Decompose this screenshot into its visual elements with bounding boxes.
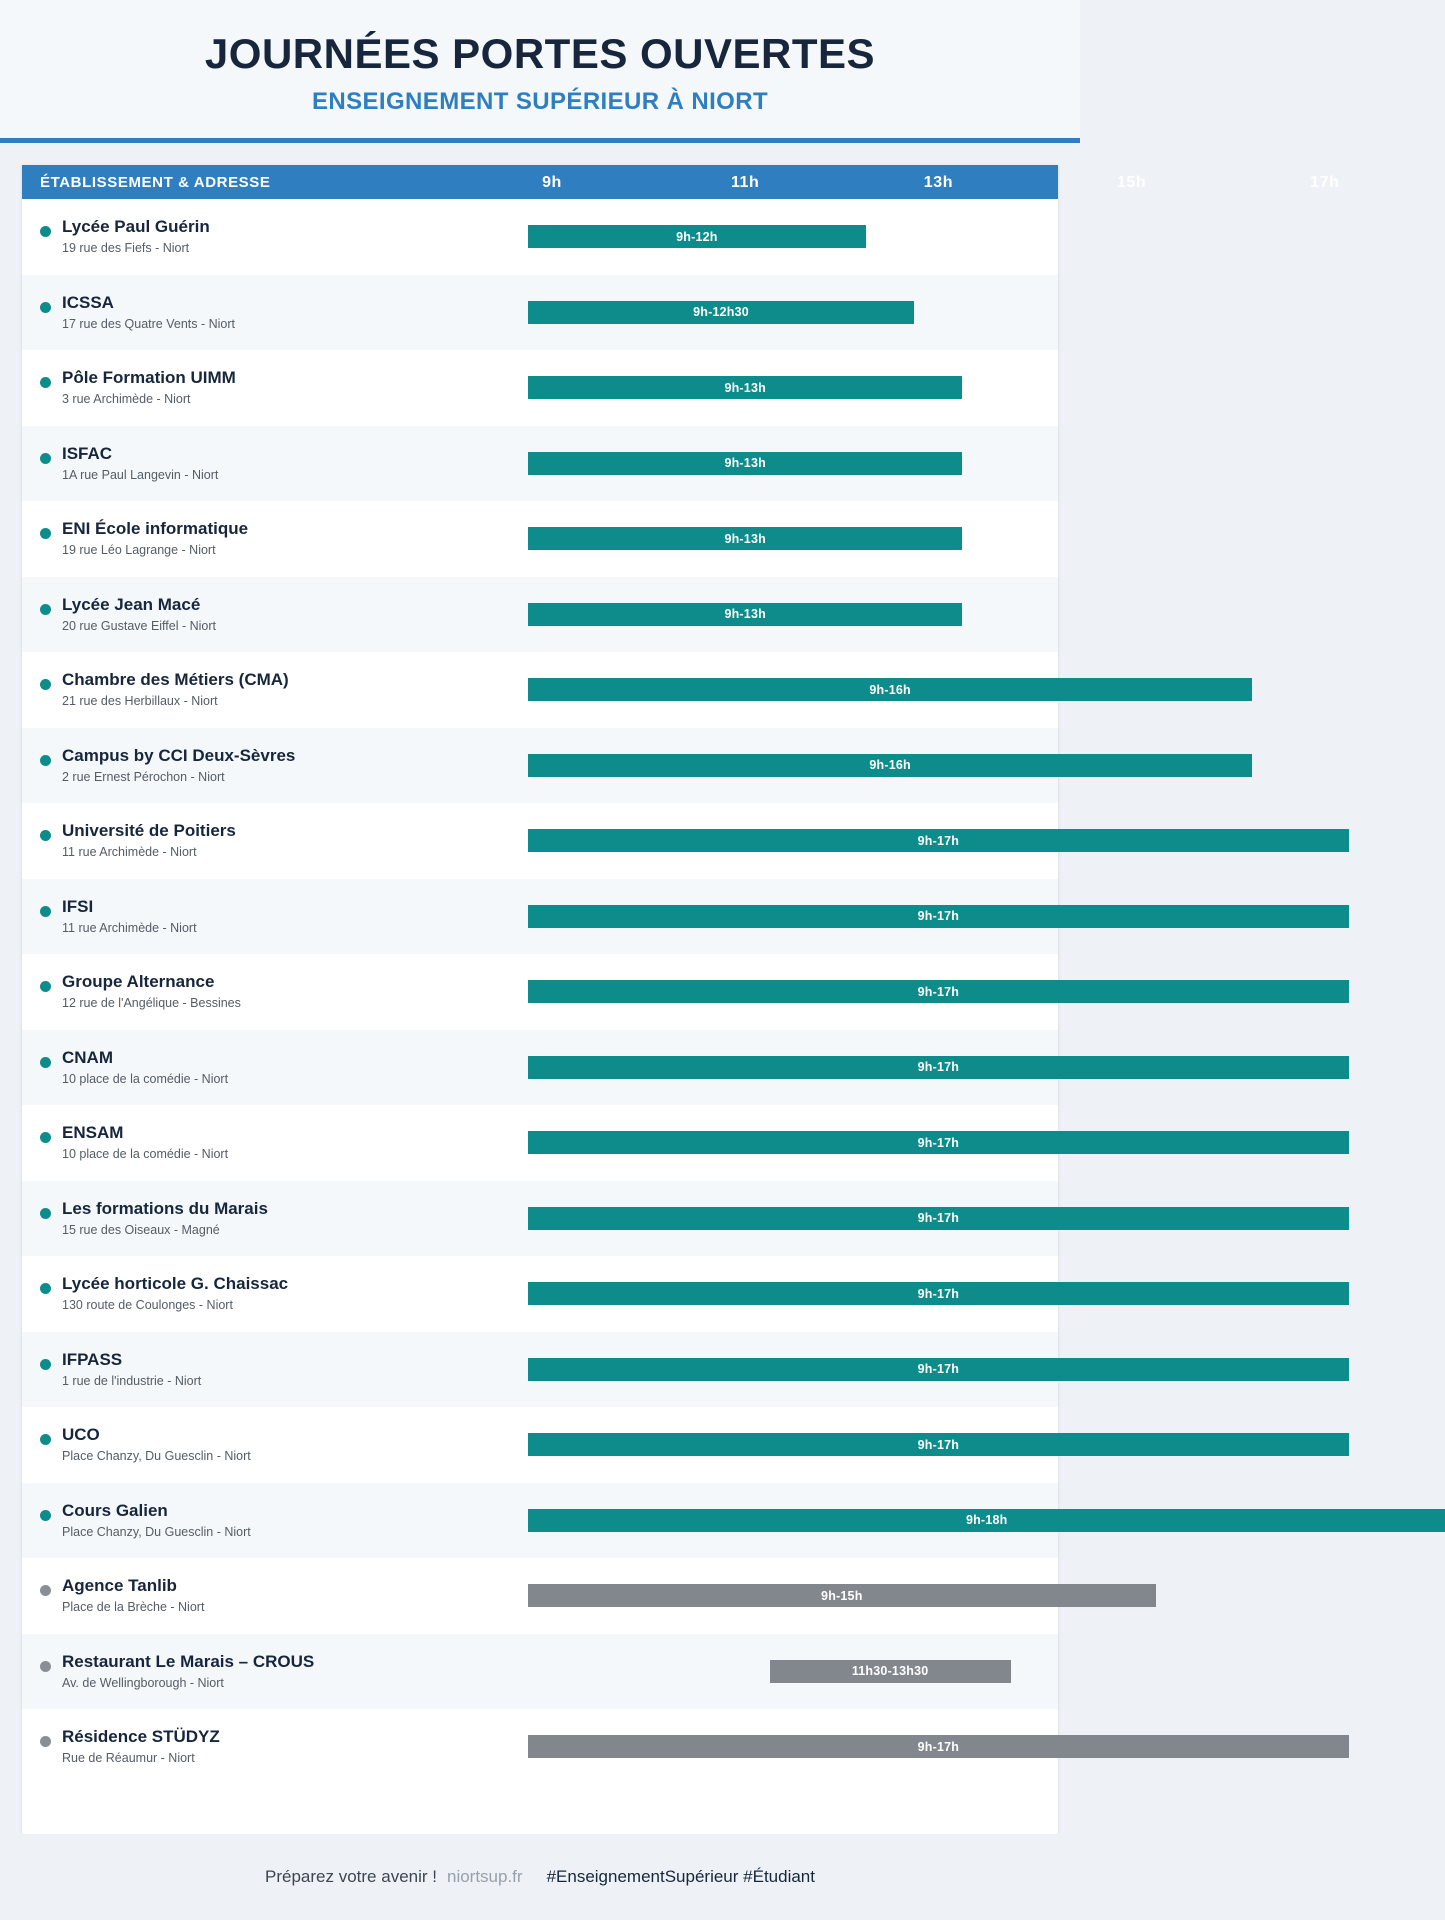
table-row[interactable]: [22, 1105, 1058, 1181]
establishment-address: 11 rue Archimède - Niort: [62, 920, 197, 935]
establishment-name: ICSSA: [62, 292, 114, 312]
table-row[interactable]: [22, 1483, 1058, 1559]
establishment-name: Les formations du Marais: [62, 1198, 268, 1218]
establishment-name: Agence Tanlib: [62, 1576, 177, 1595]
establishment-name: UCO: [62, 1425, 100, 1444]
axis-tick-9h: 9h: [542, 174, 562, 191]
establishment-name: Résidence STÜDYZ: [62, 1727, 220, 1746]
table-row[interactable]: [22, 577, 1058, 653]
establishment-name: CNAM: [62, 1047, 113, 1067]
table-row[interactable]: [22, 803, 1058, 879]
schedule-bar: 9h-13h: [528, 603, 962, 626]
bar-track: [22, 879, 1058, 955]
establishment-name: IFPASS: [62, 1349, 123, 1369]
establishment-address: 2 rue Ernest Pérochon - Niort: [62, 769, 225, 784]
schedule-bar: 9h-17h: [528, 1358, 1349, 1381]
establishment-name: IFSI: [62, 896, 94, 916]
table-row[interactable]: [22, 275, 1058, 351]
footer-text: Préparez votre avenir !: [265, 1867, 437, 1886]
bar-track: [22, 1332, 1058, 1408]
table-row[interactable]: [22, 501, 1058, 577]
axis-tick-15h: 15h: [1116, 174, 1147, 191]
table-row[interactable]: [22, 1030, 1058, 1106]
establishment-name: Restaurant Le Marais – CROUS: [62, 1651, 315, 1671]
establishment-address: 10 place de la comédie - Niort: [62, 1071, 229, 1086]
bar-track: [22, 275, 1058, 351]
establishment-name: Chambre des Métiers (CMA): [62, 670, 289, 689]
establishment-address: 130 route de Coulonges - Niort: [62, 1298, 233, 1312]
bar-track: [22, 1634, 1058, 1710]
axis-tick-17h: 17h: [1310, 174, 1340, 191]
schedule-card: [22, 165, 1340, 1834]
bar-track: [22, 728, 1058, 804]
schedule-rows: [22, 199, 1058, 1785]
page-subtitle: ENSEIGNEMENT SUPÉRIEUR À NIORT: [311, 88, 769, 115]
establishment-name: Lycée Paul Guérin: [62, 217, 210, 236]
establishment-address: 19 rue des Fiefs - Niort: [62, 241, 190, 255]
table-row[interactable]: [22, 1181, 1058, 1257]
establishment-address: 12 rue de l'Angélique - Bessines: [62, 996, 241, 1010]
establishment-address: Place de la Brèche - Niort: [62, 1600, 205, 1614]
bar-track: [22, 199, 1058, 275]
establishment-address: 1 rue de l'industrie - Niort: [62, 1373, 202, 1388]
table-row[interactable]: [22, 1709, 1058, 1785]
schedule-bar: 9h-13h: [528, 376, 962, 399]
establishment-name: Lycée Jean Macé: [62, 594, 201, 614]
column-header-establishment: ÉTABLISSEMENT & ADRESSE: [40, 174, 271, 191]
establishment-address: 17 rue des Quatre Vents - Niort: [62, 316, 236, 331]
axis-tick-11h: 11h: [730, 174, 760, 191]
table-row[interactable]: [22, 728, 1058, 804]
bar-track: [22, 1407, 1058, 1483]
table-row[interactable]: [22, 652, 1058, 728]
schedule-bar: 9h-17h: [528, 1433, 1349, 1456]
schedule-bar: 9h-17h: [528, 980, 1349, 1003]
establishment-name: ISFAC: [62, 443, 113, 463]
bar-track: [22, 501, 1058, 577]
schedule-bar: 9h-12h: [528, 225, 866, 248]
table-row[interactable]: [22, 1256, 1058, 1332]
establishment-address: 19 rue Léo Lagrange - Niort: [62, 543, 216, 557]
establishment-name: Campus by CCI Deux-Sèvres: [62, 745, 296, 765]
establishment-name: Université de Poitiers: [62, 821, 236, 840]
table-row[interactable]: [22, 350, 1058, 426]
table-row[interactable]: [22, 954, 1058, 1030]
schedule-bar: 9h-17h: [528, 1207, 1349, 1230]
establishment-name: Pôle Formation UIMM: [62, 368, 236, 387]
table-row[interactable]: [22, 1558, 1058, 1634]
poster-header: [0, 0, 1080, 143]
schedule-bar: 9h-16h: [528, 754, 1252, 777]
bar-track: [22, 1709, 1058, 1785]
schedule-bar: 9h-13h: [528, 452, 962, 475]
establishment-name: Groupe Alternance: [62, 972, 215, 991]
bar-track: [22, 1030, 1058, 1106]
bar-track: [22, 1256, 1058, 1332]
table-row[interactable]: [22, 1407, 1058, 1483]
establishment-name: ENI École informatique: [62, 519, 249, 538]
establishment-address: 1A rue Paul Langevin - Niort: [62, 467, 219, 482]
establishment-address: 11 rue Archimède - Niort: [62, 845, 197, 859]
establishment-address: Rue de Réaumur - Niort: [62, 1751, 195, 1765]
establishment-address: 3 rue Archimède - Niort: [62, 392, 191, 406]
bar-track: [22, 350, 1058, 426]
table-row[interactable]: [22, 199, 1058, 275]
bar-track: [22, 803, 1058, 879]
establishment-address: Av. de Wellingborough - Niort: [62, 1675, 224, 1690]
schedule-bar: 9h-13h: [528, 527, 962, 550]
schedule-bar: 9h-17h: [528, 1735, 1349, 1758]
schedule-bar: 9h-12h30: [528, 301, 914, 324]
schedule-bar: 9h-17h: [528, 1282, 1349, 1305]
schedule-bar: 9h-16h: [528, 678, 1252, 701]
footer-site[interactable]: niortsup.fr: [446, 1867, 523, 1886]
schedule-bar: 9h-15h: [528, 1584, 1156, 1607]
establishment-address: Place Chanzy, Du Guesclin - Niort: [62, 1449, 251, 1463]
bar-track: [22, 954, 1058, 1030]
schedule-bar: 9h-17h: [528, 905, 1349, 928]
establishment-name: ENSAM: [62, 1123, 124, 1142]
establishment-address: Place Chanzy, Du Guesclin - Niort: [62, 1524, 251, 1539]
schedule-bar: 11h30-13h30: [770, 1660, 1011, 1683]
bar-track: [22, 577, 1058, 653]
table-row[interactable]: [22, 1332, 1058, 1408]
schedule-bar: 9h-18h: [528, 1509, 1445, 1532]
bar-track: [22, 652, 1058, 728]
establishment-address: 10 place de la comédie - Niort: [62, 1147, 229, 1161]
bar-track: [22, 1483, 1058, 1559]
page-title: JOURNÉES PORTES OUVERTES: [204, 30, 876, 77]
table-row[interactable]: [22, 426, 1058, 502]
poster-footer: [0, 1834, 1080, 1920]
schedule-bar: 9h-17h: [528, 1056, 1349, 1079]
establishment-address: 20 rue Gustave Eiffel - Niort: [62, 618, 217, 633]
establishment-address: 21 rue des Herbillaux - Niort: [62, 694, 218, 708]
table-row[interactable]: [22, 1634, 1058, 1710]
bar-track: [22, 1105, 1058, 1181]
establishment-address: 15 rue des Oiseaux - Magné: [62, 1222, 220, 1237]
establishment-name: Lycée horticole G. Chaissac: [62, 1274, 289, 1293]
bar-track: [22, 1558, 1058, 1634]
footer-hashtags: #EnseignementSupérieur #Étudiant: [546, 1867, 815, 1886]
schedule-bar: 9h-17h: [528, 1131, 1349, 1154]
table-header: [22, 165, 1340, 199]
bar-track: [22, 426, 1058, 502]
establishment-name: Cours Galien: [62, 1500, 168, 1520]
axis-tick-13h: 13h: [923, 174, 954, 191]
schedule-bar: 9h-17h: [528, 829, 1349, 852]
table-row[interactable]: [22, 879, 1058, 955]
bar-track: [22, 1181, 1058, 1257]
